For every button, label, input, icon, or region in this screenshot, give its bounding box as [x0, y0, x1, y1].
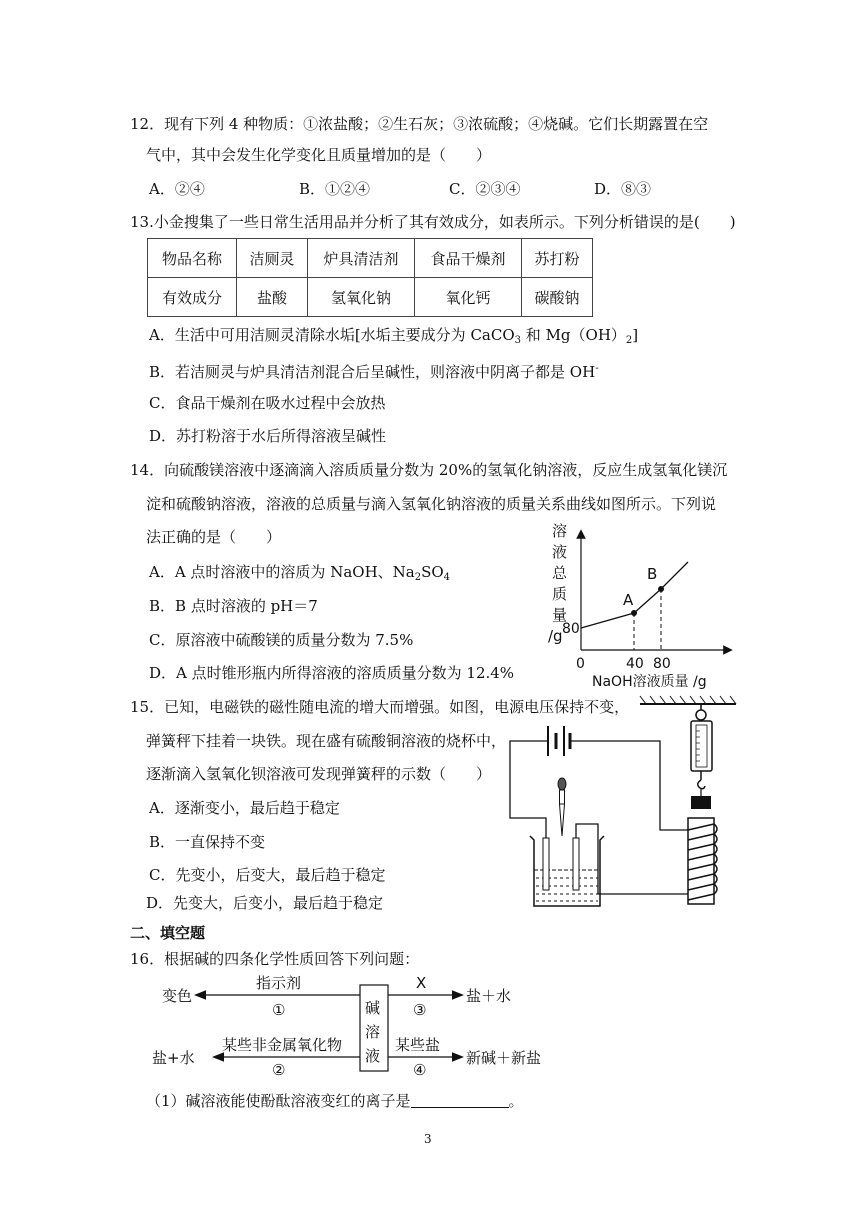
electrode-left: [543, 838, 549, 890]
wire-left: [510, 778, 546, 838]
table-cell: 物品名称: [148, 239, 237, 278]
battery-icon: [548, 726, 570, 756]
svg-text:总: 总: [552, 564, 568, 582]
table-row: [148, 239, 593, 278]
q15-line2: 弹簧秤下挂着一块铁。现在盛有硫酸铜溶液的烧杯中，: [146, 732, 507, 750]
wire-top: [510, 741, 548, 778]
wire-top-right: [570, 741, 688, 830]
point-a: [631, 610, 637, 616]
q14-line2: 淀和硫酸钠溶液，溶液的总质量与滴入氢氧化钠溶液的质量关系曲线如图所示。下列说: [146, 495, 717, 513]
table-cell: 洁厕灵: [237, 239, 308, 278]
point-a-label: A: [623, 591, 634, 609]
table-cell: 氢氧化钠: [308, 278, 415, 317]
label-bottom-right: 某些盐: [395, 1036, 441, 1054]
right-top-text: 盐＋水: [466, 987, 512, 1005]
q15-option-a: A．逐渐变小，最后趋于稳定: [149, 799, 340, 817]
ceiling-hatch: [640, 696, 736, 704]
origin-label: 0: [576, 656, 585, 672]
svg-text:质: 质: [552, 585, 568, 603]
q13-option-c: C．食品干燥剂在吸水过程中会放热: [149, 394, 386, 412]
table-cell: 有效成分: [148, 278, 237, 317]
q12-option-c: C．②③④: [449, 180, 521, 198]
table-cell: 碳酸钠: [522, 278, 593, 317]
electromagnet-circuit: [500, 688, 745, 920]
table-cell: 炉具清洁剂: [308, 239, 415, 278]
x-axis-label: NaOH溶液质量 /g: [592, 674, 707, 690]
q13-stem: 13.小金搜集了一些日常生活用品并分析了其有效成分，如表所示。下列分析错误的是( ): [130, 213, 736, 231]
q15-option-d: D．先变大，后变小，最后趋于稳定: [146, 894, 384, 912]
q12-option-b: B．①②④: [299, 180, 371, 198]
wire-bottom: [576, 824, 688, 894]
num-3: ③: [413, 1001, 427, 1019]
num-4: ④: [413, 1061, 427, 1079]
q13-option-d: D．苏打粉溶于水后所得溶液呈碱性: [149, 427, 387, 445]
curve: [581, 562, 688, 628]
q13-table: [147, 238, 593, 317]
page-number: 3: [424, 1132, 432, 1146]
q13-option-a: A．生活中可用洁厕灵清除水垢[水垢主要成分为 CaCO$_3$ 和 $Mg(OH)_2$]: [149, 326, 639, 346]
label-bottom-left: 某些非金属氧化物: [222, 1036, 343, 1054]
q12-line1: 12．现有下列 4 种物质：①浓盐酸；②生石灰；③浓硫酸；④烧碱。它们长期露置在空: [130, 115, 709, 133]
point-b: [658, 586, 664, 592]
num-2: ②: [272, 1061, 286, 1079]
label-top-right: X: [416, 974, 427, 992]
center-char: 溶: [365, 1023, 381, 1041]
svg-text:液: 液: [552, 543, 568, 561]
table-row: [148, 278, 593, 317]
scale-ring: [696, 710, 706, 720]
q14-option-a: A．A 点时溶液中的溶质为 NaOH、$Na_2SO_4$: [149, 563, 451, 583]
right-bottom-text: 新碱＋新盐: [466, 1049, 542, 1067]
x-tick-80: 80: [653, 656, 671, 672]
electrode-right: [573, 838, 579, 890]
table-cell: 盐酸: [237, 278, 308, 317]
q12-option-a: A．②④: [149, 180, 205, 198]
point-b-label: B: [647, 565, 658, 583]
q14-option-d: D．A 点时锥形瓶内所得溶液的溶质质量分数为 12.4%: [149, 664, 515, 682]
q14-line1: 14．向硫酸镁溶液中逐滴滴入溶质质量分数为 20%的氢氧化钠溶液，反应生成氢氧化镁沉: [130, 461, 728, 479]
scale-hook: [698, 780, 705, 789]
iron-block: [691, 796, 711, 809]
base-properties-diagram: [152, 965, 580, 1079]
q16-sub1: （1）碱溶液能使酚酞溶液变红的离子是 。: [146, 1092, 524, 1110]
num-1: ①: [272, 1001, 286, 1019]
section-heading: 二、填空题: [130, 924, 206, 942]
q15-line3: 逐渐滴入氢氧化钡溶液可发现弹簧秤的示数（ ）: [146, 765, 492, 783]
beaker-icon: [530, 836, 604, 906]
electromagnet-core: [688, 818, 714, 904]
q12-option-d: D．⑧③: [594, 180, 652, 198]
q15-line1: 15．已知，电磁铁的磁性随电流的增大而增强。如图，电源电压保持不变，: [130, 698, 630, 716]
svg-text:/g: /g: [548, 627, 563, 645]
q14-line3: 法正确的是（ ）: [146, 528, 282, 546]
table-cell: 氧化钙: [415, 278, 522, 317]
table-cell: 苏打粉: [522, 239, 593, 278]
q14-option-b: B．B 点时溶液的 pH＝7: [149, 597, 318, 615]
left-top-text: 变色: [162, 987, 193, 1005]
q14-option-c: C．原溶液中硫酸镁的质量分数为 7.5%: [149, 631, 414, 649]
answer-blank[interactable]: [411, 1091, 509, 1108]
dropper-icon: [558, 778, 566, 836]
mass-graph: [540, 520, 730, 695]
q16-stem: 16．根据碱的四条化学性质回答下列问题：: [130, 950, 420, 968]
y-tick-80: 80: [562, 621, 580, 637]
q13-option-b: B．若洁厕灵与炉具清洁剂混合后呈碱性，则溶液中阴离子都是 OH-: [149, 363, 599, 381]
q15-option-b: B．一直保持不变: [149, 833, 266, 851]
center-char: 碱: [365, 999, 381, 1017]
q15-option-c: C．先变小，后变大，最后趋于稳定: [149, 866, 386, 884]
svg-text:量: 量: [552, 606, 568, 624]
left-bottom-text: 盐+水: [152, 1049, 195, 1067]
center-char: 液: [365, 1047, 381, 1065]
svg-text:溶: 溶: [552, 522, 568, 540]
label-top-left: 指示剂: [256, 974, 302, 992]
x-tick-40: 40: [626, 656, 644, 672]
table-cell: 食品干燥剂: [415, 239, 522, 278]
q12-line2: 气中，其中会发生化学变化且质量增加的是（ ）: [146, 146, 492, 164]
